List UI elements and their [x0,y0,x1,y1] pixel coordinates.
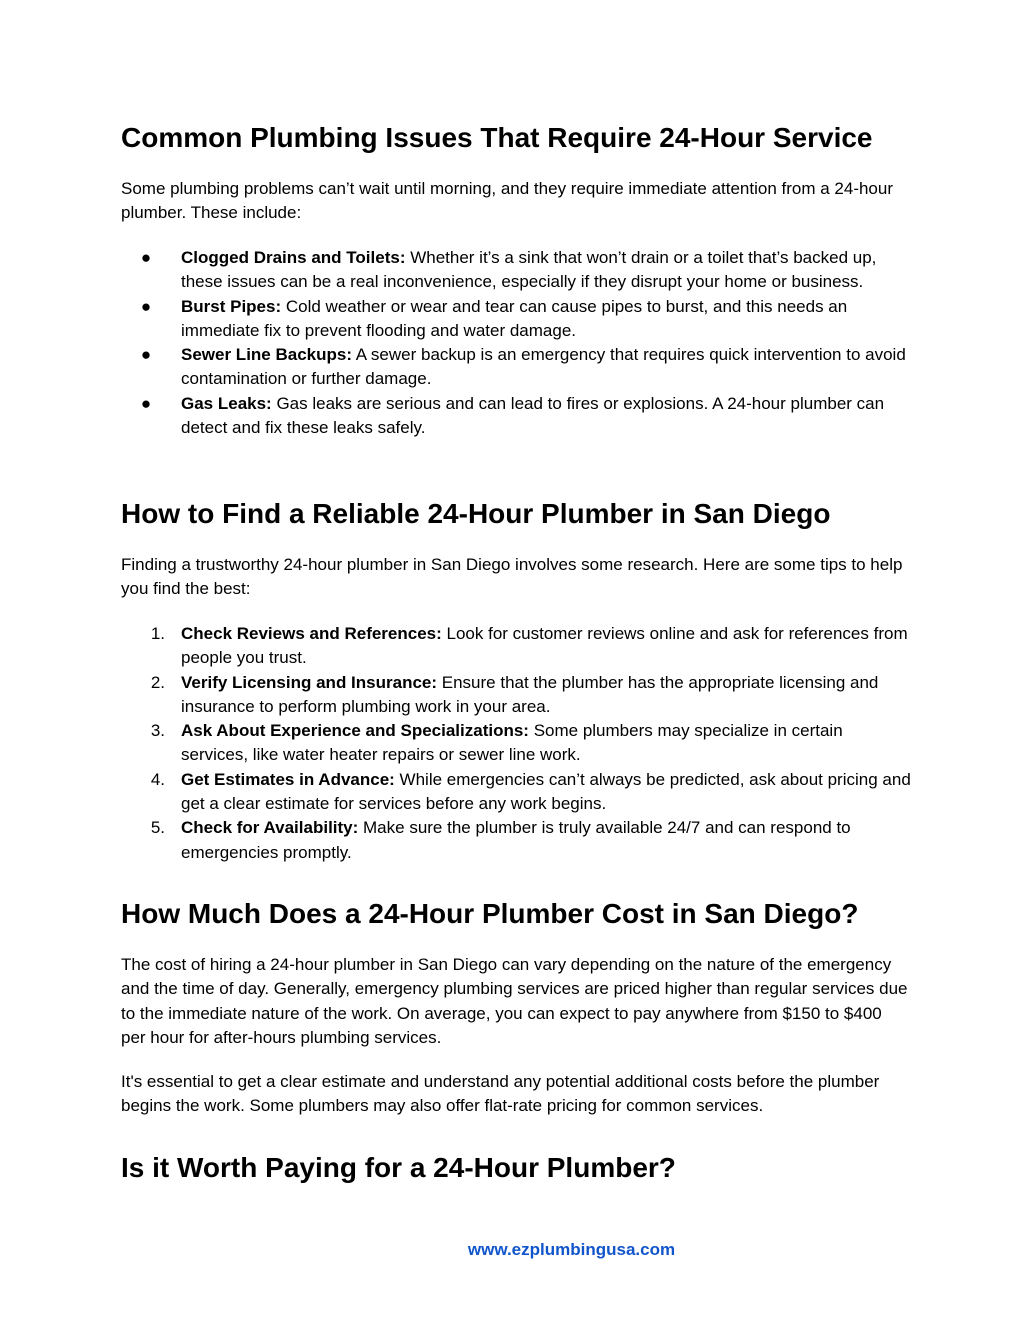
list-item [121,622,911,671]
list-item-term: Get Estimates in Advance: [181,769,395,789]
list-item-term: Ask About Experience and Specializations: [181,721,529,741]
bullet-marker: ● [140,345,152,365]
list-item-text: Some plumbers may specialize in certain services, like water heater repairs or sewer line work. [181,721,843,765]
number-marker: 1. [150,624,165,643]
list-item-text: Whether it’s a sink that won’t drain or a toilet that’s backed up, these issues can be a real inconvenience, especially if they disrupt your home or business. [181,248,877,292]
list-item [121,816,911,865]
list-item-term: Verify Licensing and Insurance: [181,672,438,692]
tips-numbered-list [121,622,911,865]
heading-worth-paying: Is it Worth Paying for a 24-Hour Plumber? [121,1152,676,1183]
list-item-text: Ensure that the plumber has the appropriate licensing and insurance to perform plumbing work in your area. [181,672,879,716]
list-item-text: A sewer backup is an emergency that requires quick intervention to avoid contamination or further damage. [181,345,906,389]
heading-cost: How Much Does a 24-Hour Plumber Cost in San Diego? [121,898,859,929]
issues-bullet-list [121,246,911,440]
paragraph-cost-2: It's essential to get a clear estimate and understand any potential additional costs before the plumber begins the work. Some plumbers may also offer flat-rate pricing for common services. [121,1072,880,1116]
list-item-term: Burst Pipes: [181,296,282,316]
bullet-marker: ● [140,393,152,413]
list-item-term: Clogged Drains and Toilets: [181,248,406,267]
list-item-term: Check Reviews and References: [181,624,442,643]
number-marker: 2. [150,672,165,692]
bullet-marker: ● [140,296,152,316]
list-item-text: While emergencies can’t always be predicted, ask about pricing and get a clear estimate for services before any work begins. [181,769,911,814]
list-item-text: Cold weather or wear and tear can cause pipes to burst, and this needs an immediate fix to prevent flooding and water damage. [181,296,848,340]
list-item [121,343,911,392]
list-item-text: Make sure the plumber is truly available 24/7 and can respond to emergencies promptly. [181,818,851,862]
list-item [121,295,911,344]
list-item [121,768,911,817]
list-item [121,246,911,295]
footer-website-link[interactable]: www.ezplumbingusa.com [467,1240,676,1259]
list-item-term: Sewer Line Backups: [181,345,353,365]
heading-common-issues: Common Plumbing Issues That Require 24-Hour Service [121,122,873,153]
bullet-marker: ● [140,248,152,267]
heading-find-plumber: How to Find a Reliable 24-Hour Plumber in San Diego [121,498,831,529]
paragraph-cost-1: The cost of hiring a 24-hour plumber in San Diego can vary depending on the nature of the emergency and the time of day. Generally, emergency plumbing services are priced higher than regular services due to the immediate nature of the work. On average, you can expect to pay anywhere from $150 to $400 per hour for after-hours plumbing services. [121,955,908,1047]
list-item [121,392,911,441]
number-marker: 5. [150,818,165,838]
list-item-text: Look for customer reviews online and ask for references from people you trust. [181,624,908,668]
intro-common-issues: Some plumbing problems can’t wait until morning, and they require immediate attention from a 24-hour plumber. These include: [121,179,894,223]
intro-find-plumber: Finding a trustworthy 24-hour plumber in San Diego involves some research. Here are some tips to help you find the best: [121,555,903,599]
list-item-text: Gas leaks are serious and can lead to fires or explosions. A 24-hour plumber can detect and fix these leaks safely. [181,393,885,438]
list-item [121,671,911,720]
number-marker: 3. [150,721,165,741]
list-item-term: Check for Availability: [181,818,359,838]
list-item [121,719,911,768]
list-item-term: Gas Leaks: [181,393,272,413]
number-marker: 4. [150,769,165,789]
